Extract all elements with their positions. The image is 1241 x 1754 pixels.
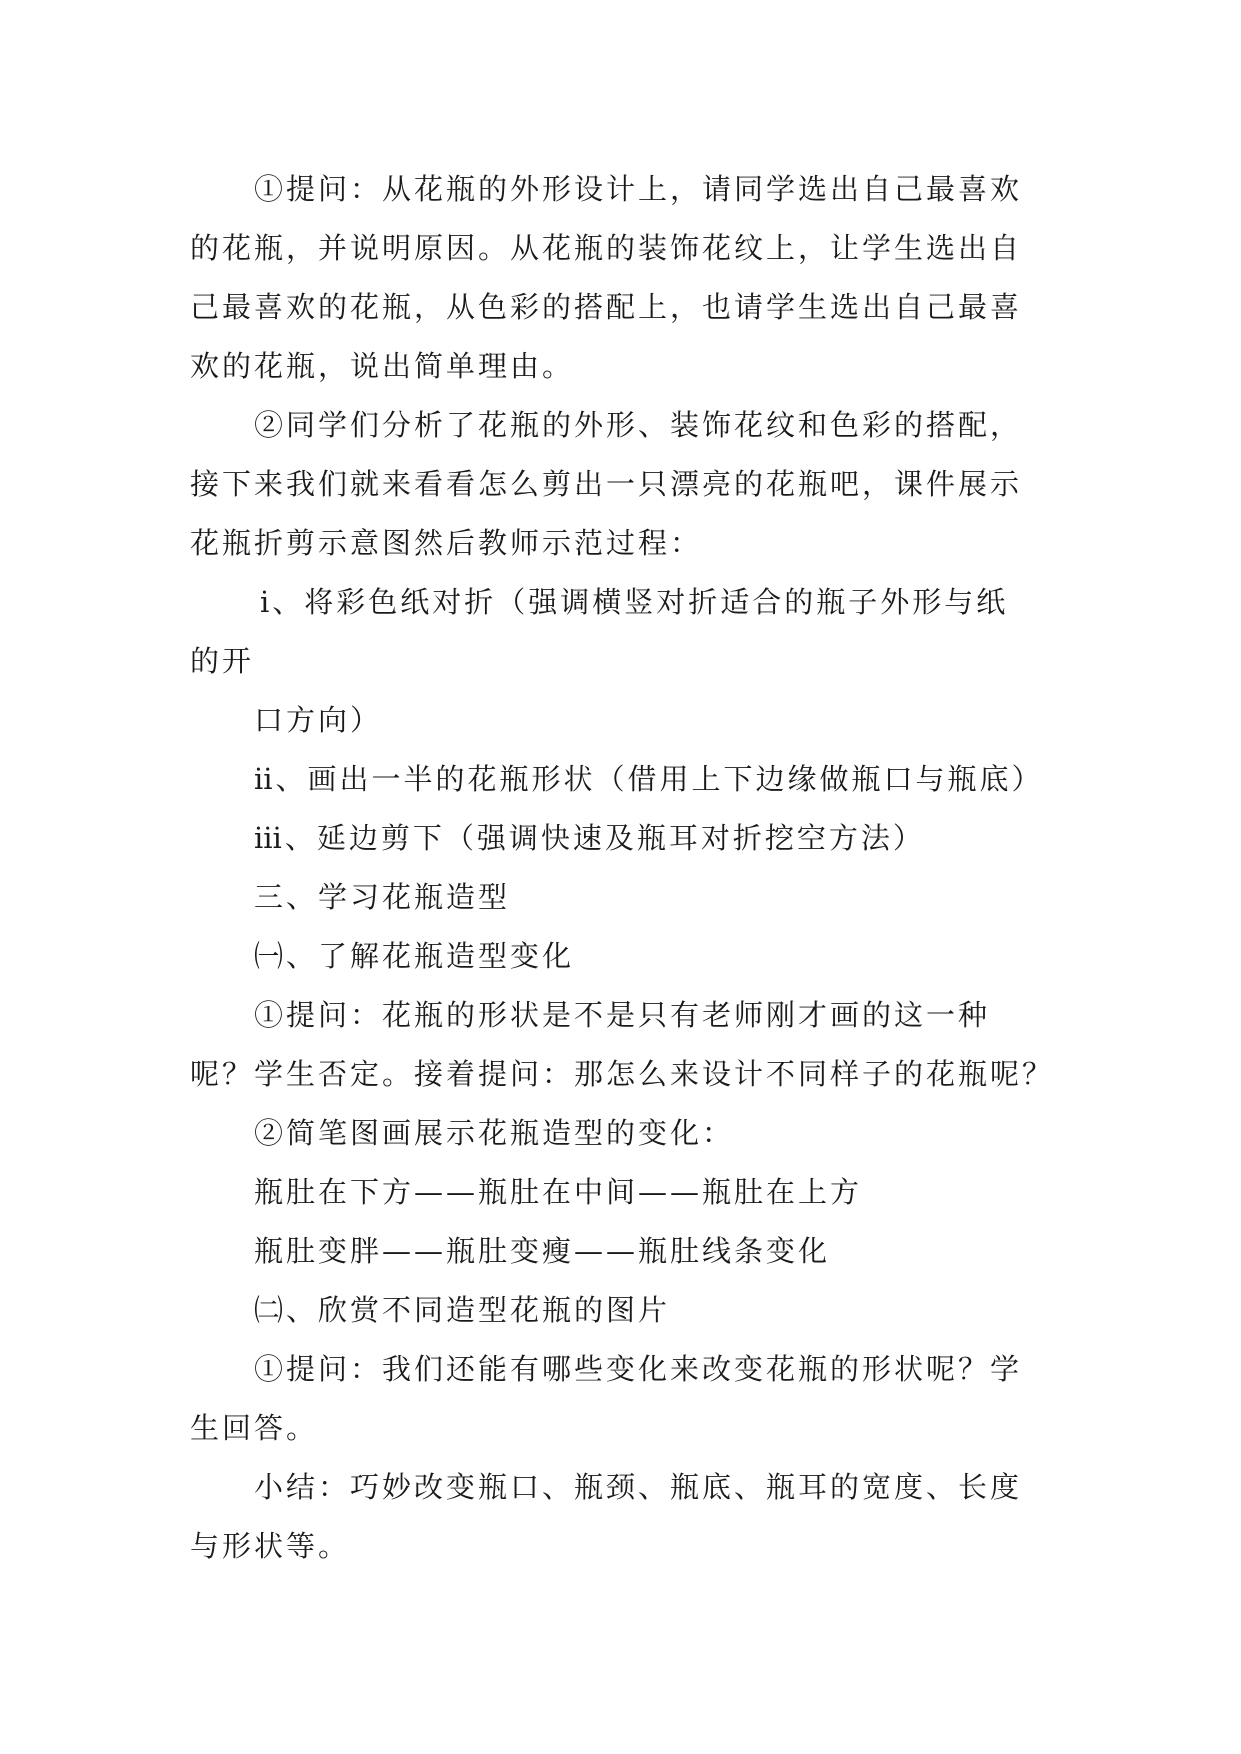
text-line: 接下来我们就来看看怎么剪出一只漂亮的花瓶吧，课件展示 (190, 467, 1023, 501)
text-line: 己最喜欢的花瓶，从色彩的搭配上，也请学生选出自己最喜 (190, 290, 1023, 324)
text-line: 的花瓶，并说明原因。从花瓶的装饰花纹上，让学生选出自 (190, 231, 1023, 265)
text-line: ①提问：从花瓶的外形设计上，请同学选出自己最喜欢 (254, 172, 1023, 206)
text-line: ⅱ、画出一半的花瓶形状（借用上下边缘做瓶口与瓶底） (254, 762, 1044, 796)
text-line: 花瓶折剪示意图然后教师示范过程： (190, 526, 703, 560)
text-line: ①提问：我们还能有哪些变化来改变花瓶的形状呢？学 (254, 1352, 1023, 1386)
text-line: ⅲ、延边剪下（强调快速及瓶耳对折挖空方法） (254, 821, 925, 855)
document-body (190, 160, 1060, 1576)
text-line: 小结：巧妙改变瓶口、瓶颈、瓶底、瓶耳的宽度、长度 (254, 1470, 1023, 1504)
text-line: ②简笔图画展示花瓶造型的变化： (254, 1116, 735, 1150)
text-line: 口方向） (254, 703, 383, 737)
subsection-heading: ㈠、了解花瓶造型变化 (254, 939, 575, 973)
text-line: 与形状等。 (190, 1529, 351, 1563)
text-line: 呢？学生否定。接着提问：那怎么来设计不同样子的花瓶呢？ (190, 1057, 1055, 1091)
subsection-heading: ㈡、欣赏不同造型花瓶的图片 (254, 1293, 671, 1327)
text-line: 瓶肚变胖——瓶肚变瘦——瓶肚线条变化 (254, 1234, 831, 1268)
text-line: 生回答。 (190, 1411, 319, 1445)
text-line: ②同学们分析了花瓶的外形、装饰花纹和色彩的搭配， (254, 408, 1023, 442)
text-line: 的开 (190, 644, 255, 678)
text-line: 瓶肚在下方——瓶肚在中间——瓶肚在上方 (254, 1175, 863, 1209)
text-line: ①提问：花瓶的形状是不是只有老师刚才画的这一种 (254, 998, 991, 1032)
text-line: ⅰ、将彩色纸对折（强调横竖对折适合的瓶子外形与纸 (260, 585, 1009, 619)
text-line: 欢的花瓶，说出简单理由。 (190, 349, 575, 383)
section-heading: 三、学习花瓶造型 (254, 880, 511, 914)
